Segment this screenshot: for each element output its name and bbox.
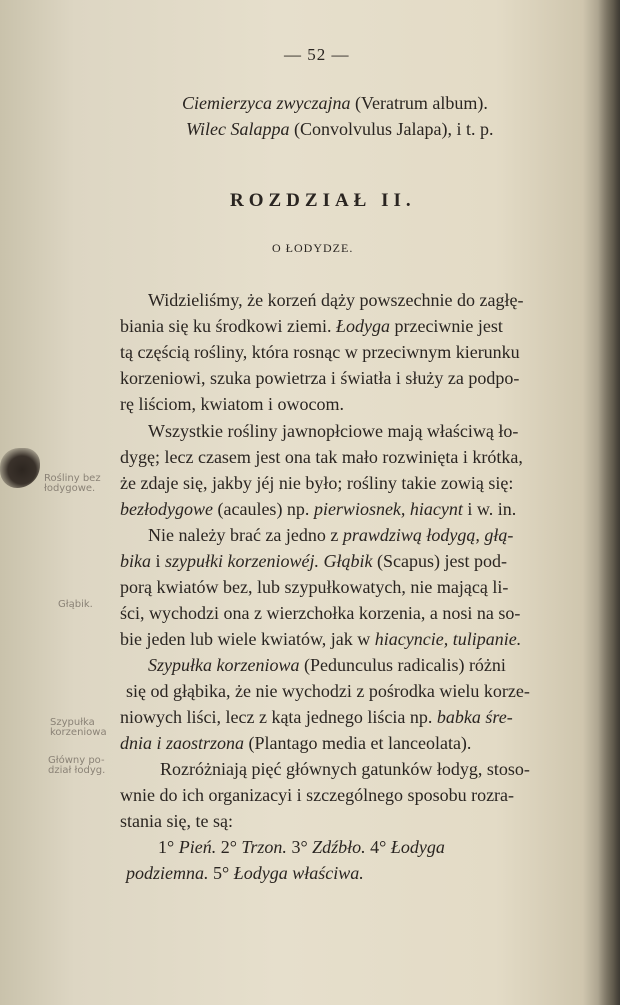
top-line-1 bbox=[182, 92, 488, 114]
body-line bbox=[120, 576, 508, 598]
body-line bbox=[120, 602, 520, 624]
body-italic-text: szypułki korzeniowéj. Głąbik bbox=[165, 551, 373, 571]
body-line bbox=[148, 654, 506, 676]
body-line bbox=[120, 367, 519, 389]
body-italic-text: bezłodygowe bbox=[120, 499, 213, 519]
margin-note bbox=[44, 474, 101, 494]
page-edge-shadow bbox=[598, 0, 620, 1005]
body-line bbox=[126, 680, 530, 702]
body-text-span: wnie do ich organizacyi i szczególnego sposobu rozra- bbox=[120, 785, 515, 805]
body-text-span: Nie należy brać za jedno z bbox=[148, 525, 343, 545]
body-text-span: stania się, te są: bbox=[120, 811, 233, 831]
top-line-1-italic: Ciemierzyca zwyczajna bbox=[182, 93, 351, 113]
body-italic-text: prawdziwą łodygą, głą- bbox=[342, 525, 514, 545]
body-line bbox=[120, 732, 471, 754]
margin-note bbox=[50, 718, 107, 738]
ink-stain bbox=[0, 448, 40, 488]
body-text-span: porą kwiatów bez, lub szypułkowatych, nie mającą li- bbox=[120, 577, 509, 597]
page-number: — 52 — bbox=[284, 45, 350, 64]
top-line-2-italic: Wilec Salappa bbox=[186, 119, 290, 139]
chapter-title: ROZDZIAŁ II. bbox=[230, 190, 416, 211]
body-text-span: i bbox=[151, 551, 166, 571]
body-line bbox=[148, 420, 518, 442]
body-text-span: korzeniowi, szuka powietrza i światła i służy za podpo- bbox=[120, 368, 520, 388]
body-italic-text: Zdźbło. bbox=[312, 837, 366, 857]
body-italic-text: Łodyga bbox=[390, 837, 445, 857]
top-line-2 bbox=[186, 118, 493, 140]
body-line bbox=[126, 862, 364, 884]
body-text-span: ści, wychodzi ona z wierzchołka korzenia, a nosi na so- bbox=[120, 603, 521, 623]
body-line bbox=[120, 550, 507, 572]
body-line bbox=[120, 341, 520, 363]
margin-note-line: łodygowe. bbox=[44, 483, 96, 494]
body-text-span: i w. in. bbox=[462, 499, 517, 519]
margin-note-line: Główny po- bbox=[48, 755, 105, 766]
body-italic-text: Trzon. bbox=[241, 837, 287, 857]
body-text-span: dygę; lecz czasem jest ona tak mało rozwinięta i krótka, bbox=[120, 447, 523, 467]
body-text-span: Rozróżniają pięć głównych gatunków łodyg, stoso- bbox=[160, 759, 530, 779]
margin-note-line: dział łodyg. bbox=[48, 765, 106, 776]
body-text-span: Wszystkie rośliny jawnopłciowe mają właściwą ło- bbox=[148, 421, 519, 441]
body-text-span: tą częścią rośliny, która rosnąc w przeciwnym kierunku bbox=[120, 342, 520, 362]
body-text-span: (Plantago media et lanceolata). bbox=[244, 733, 472, 753]
body-text-span: niowych liści, lecz z kąta jednego liścia np. bbox=[120, 707, 437, 727]
body-line bbox=[158, 836, 445, 858]
body-text-span: rę liściom, kwiatom i owocom. bbox=[120, 394, 344, 414]
body-line bbox=[148, 289, 523, 311]
body-italic-text: Łodyga właściwa. bbox=[233, 863, 364, 883]
margin-note-line: Szypułka bbox=[50, 717, 95, 728]
body-text-span: że zdaje się, jakby jéj nie było; rośliny takie zowią się: bbox=[120, 473, 514, 493]
body-text-span: 3° bbox=[286, 837, 313, 857]
margin-note bbox=[58, 600, 93, 610]
body-line bbox=[148, 524, 513, 546]
body-line bbox=[120, 628, 521, 650]
body-text-span: 4° bbox=[365, 837, 391, 857]
body-italic-text: pierwiosnek, hiacynt bbox=[313, 499, 463, 519]
top-line-2-rest: (Convolvulus Jalapa), i t. p. bbox=[289, 119, 494, 139]
body-italic-text: babka śre- bbox=[436, 707, 513, 727]
body-italic-text: Pień. bbox=[178, 837, 217, 857]
body-text-span: (acaules) np. bbox=[212, 499, 314, 519]
body-text-span: 5° bbox=[208, 863, 234, 883]
margin-note-line: korzeniowa bbox=[50, 727, 107, 738]
body-line bbox=[120, 315, 503, 337]
body-text-span: (Scapus) jest pod- bbox=[372, 551, 507, 571]
body-italic-text: bika bbox=[120, 551, 151, 571]
body-text-span: bie jeden lub wiele kwiatów, jak w bbox=[120, 629, 375, 649]
top-line-1-rest: (Veratrum album). bbox=[350, 93, 488, 113]
section-title: O ŁODYDZE. bbox=[272, 241, 354, 255]
body-text-span: 1° bbox=[158, 837, 179, 857]
body-line bbox=[120, 472, 513, 494]
body-italic-text: dnia i zaostrzona bbox=[120, 733, 245, 753]
body-line bbox=[120, 784, 514, 806]
body-line bbox=[120, 393, 344, 415]
body-text-span: (Pedunculus radicalis) różni bbox=[299, 655, 506, 675]
body-italic-text: Łodyga bbox=[335, 316, 390, 336]
body-line bbox=[120, 706, 513, 728]
body-italic-text: podziemna. bbox=[126, 863, 209, 883]
margin-note-line: Głąbik. bbox=[58, 599, 93, 610]
margin-note bbox=[48, 756, 105, 776]
body-italic-text: hiacyncie, tulipanie. bbox=[374, 629, 522, 649]
body-text-span: przeciwnie jest bbox=[389, 316, 503, 336]
body-line bbox=[160, 758, 530, 780]
body-text-span: 2° bbox=[216, 837, 242, 857]
body-text-span: biania się ku środkowi ziemi. bbox=[120, 316, 336, 336]
body-line bbox=[120, 498, 516, 520]
margin-note-line: Rośliny bez bbox=[44, 473, 101, 484]
body-text-span: Widzieliśmy, że korzeń dąży powszechnie do zagłę- bbox=[148, 290, 524, 310]
body-italic-text: Szypułka korzeniowa bbox=[148, 655, 300, 675]
body-line bbox=[120, 446, 523, 468]
body-text-span: się od głąbika, że nie wychodzi z pośrodka wielu korze- bbox=[126, 681, 530, 701]
body-line bbox=[120, 810, 233, 832]
